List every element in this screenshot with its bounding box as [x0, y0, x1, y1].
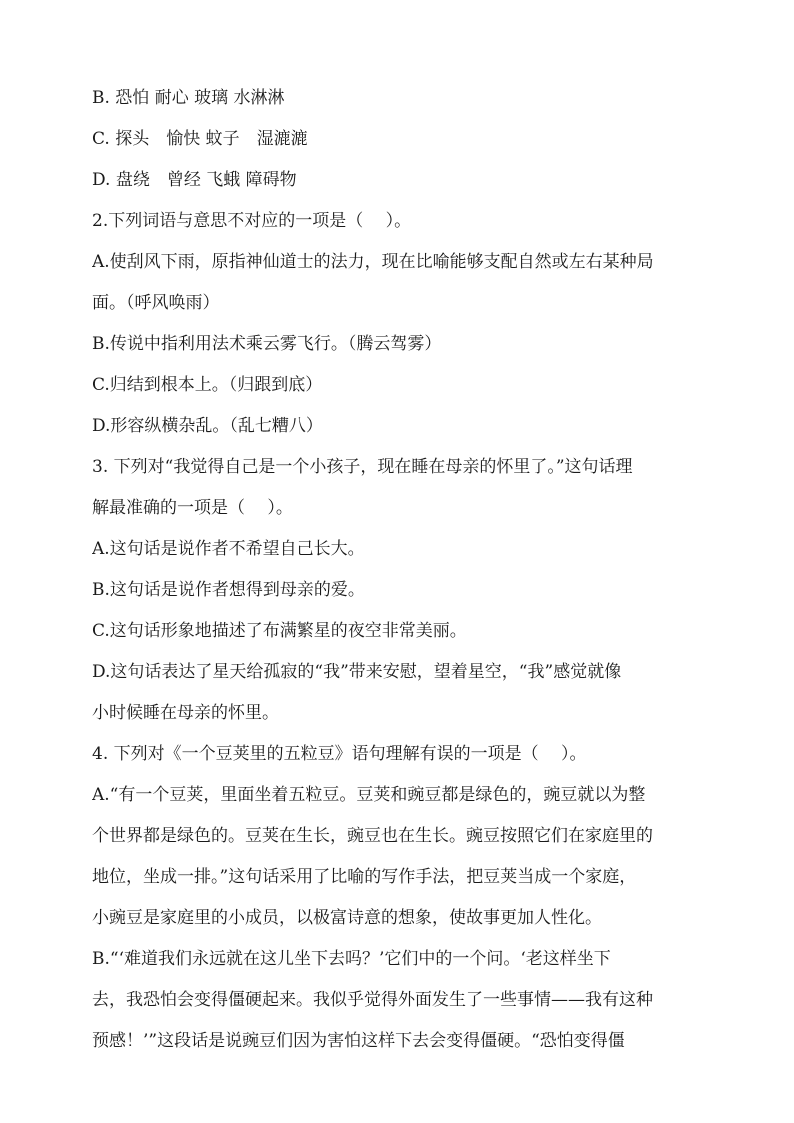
question-3-stem-line2: 解最准确的一项是（ ）。: [92, 498, 293, 518]
option-c-words: C. 探头 愉快 蚊子 湿漉漉: [92, 129, 308, 149]
q2-option-b: B.传说中指利用法术乘云雾飞行。（腾云驾雾）: [92, 334, 442, 354]
option-b-words: B. 恐怕 耐心 玻璃 水淋淋: [92, 88, 285, 108]
q3-option-c: C.这句话形象地描述了布满繁星的夜空非常美丽。: [92, 621, 467, 641]
q4-option-a-line1: A.“有一个豆荚，里面坐着五粒豆。豆荚和豌豆都是绿色的，豌豆就以为整: [92, 785, 646, 805]
q3-option-b: B.这句话是说作者想得到母亲的爱。: [92, 580, 365, 600]
q3-option-d-line2: 小时候睡在母亲的怀里。: [92, 703, 279, 723]
document-page: [92, 78, 712, 1062]
q3-option-d-line1: D.这句话表达了星天给孤寂的“我”带来安慰，望着星空，“我”感觉就像: [92, 662, 622, 682]
q4-option-b-line2: 去，我恐怕会变得僵硬起来。我似乎觉得外面发生了一些事情——我有这种: [92, 990, 653, 1010]
q2-option-c: C.归结到根本上。（归跟到底）: [92, 375, 323, 395]
question-2-stem: 2.下列词语与意思不对应的一项是（ ）。: [92, 211, 412, 231]
option-d-words: D. 盘绕 曾经 飞蛾 障碍物: [92, 170, 297, 190]
q2-option-a-line2: 面。（呼风唤雨）: [92, 293, 220, 313]
q4-option-a-line3: 地位，坐成一排。”这句话采用了比喻的写作手法，把豆荚当成一个家庭，: [92, 867, 637, 887]
question-3-stem-line1: 3. 下列对“我觉得自己是一个小孩子，现在睡在母亲的怀里了。”这句话理: [92, 457, 633, 477]
q3-option-a: A.这句话是说作者不希望自己长大。: [92, 539, 365, 559]
q2-option-a-line1: A.使刮风下雨，原指神仙道士的法力，现在比喻能够支配自然或左右某种局: [92, 252, 654, 272]
q2-option-d: D.形容纵横杂乱。（乱七糟八）: [92, 416, 323, 436]
q4-option-b-line1: B.“‘难道我们永远就在这儿坐下去吗？’它们中的一个问。‘老这样坐下: [92, 949, 611, 969]
q4-option-a-line4: 小豌豆是家庭里的小成员，以极富诗意的想象，使故事更加人性化。: [92, 908, 602, 928]
q4-option-b-line3: 预感！’”这段话是说豌豆们因为害怕这样下去会变得僵硬。“恐怕变得僵: [92, 1031, 625, 1051]
question-4-stem: 4. 下列对《一个豆荚里的五粒豆》语句理解有误的一项是（ ）。: [92, 744, 587, 764]
q4-option-a-line2: 个世界都是绿色的。豆荚在生长，豌豆也在生长。豌豆按照它们在家庭里的: [92, 826, 653, 846]
